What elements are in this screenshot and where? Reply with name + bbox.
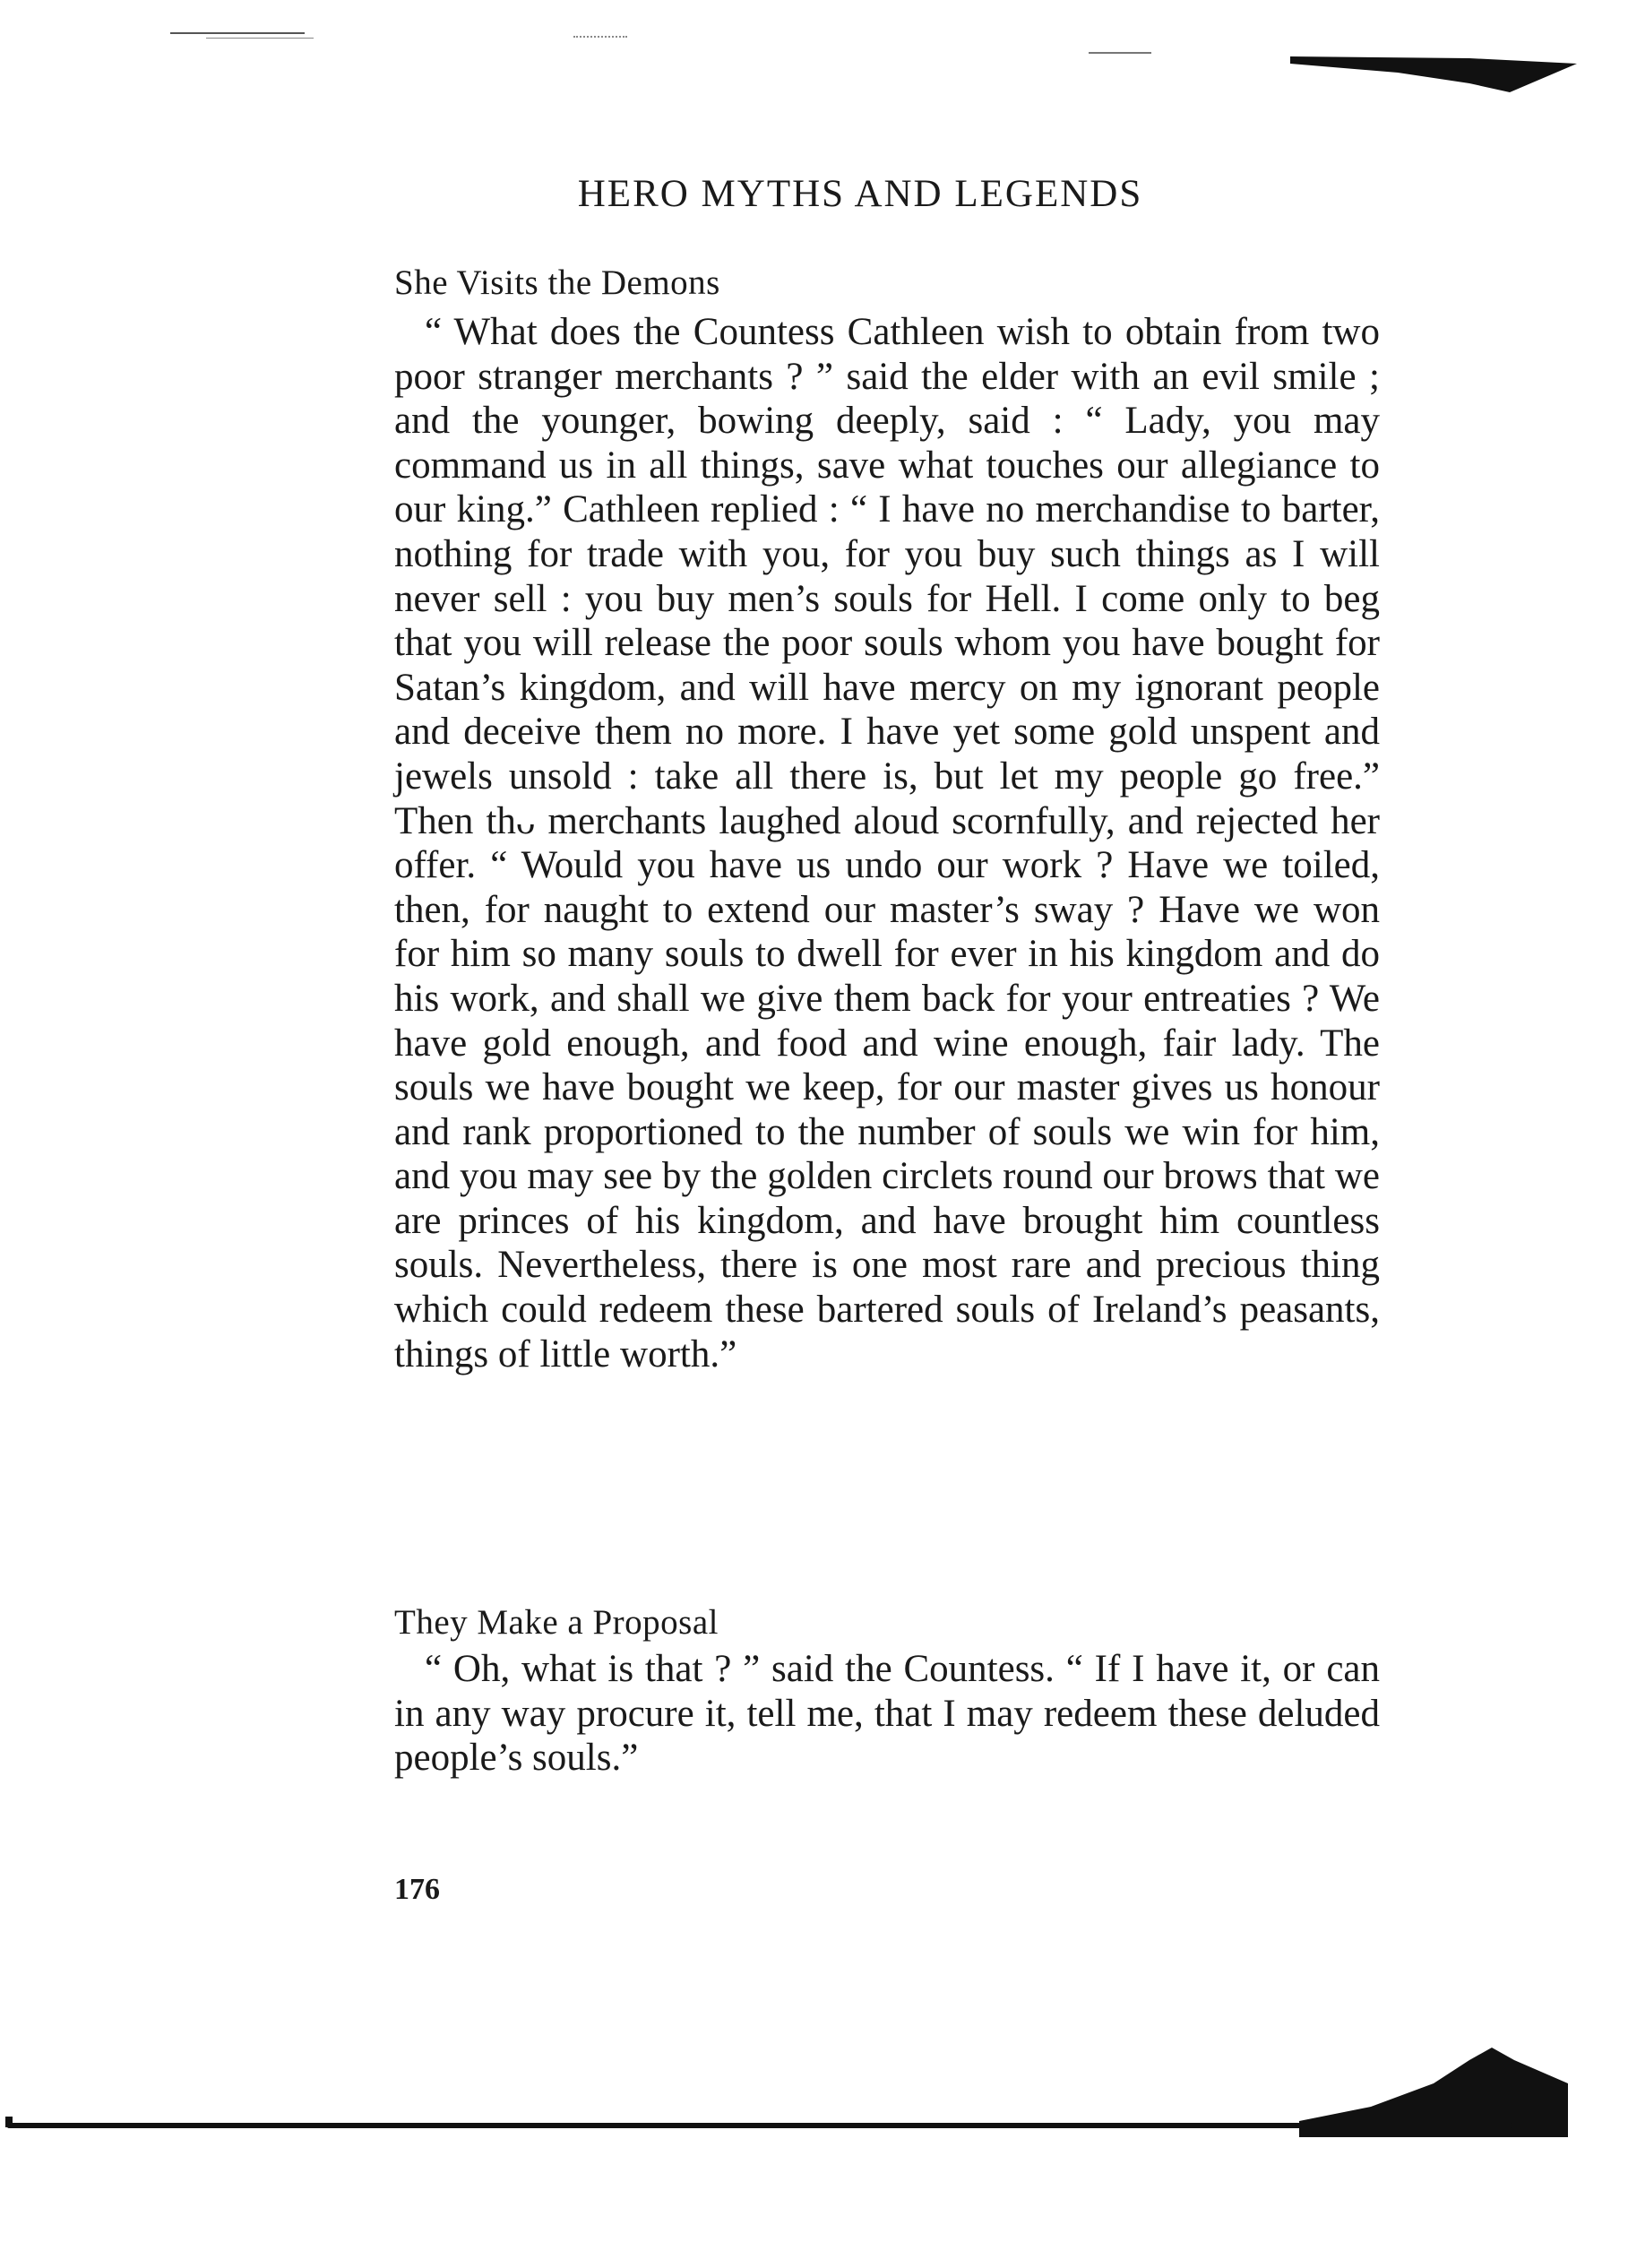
scan-artifact-line [206,38,314,39]
scan-artifact-dots [573,36,627,39]
scan-artifact-line [1089,52,1151,54]
scan-artifact-line [7,2123,1512,2128]
body-paragraph: “ What does the Countess Cathleen wish to obtain from two poor stranger merchants ? ” said the elder with an evil smile ; and the younger, bowing deeply, said : “ Lady, you may command us in all things, save what touches our allegiance to our king.” Cathleen replied : “ I have no merchandise to barter, nothing for trade with you, for you buy such things as I will never sell : you buy men’s souls for Hell. I come only to beg that you will release the poor souls whom you have bought for Satan’s kingdom, and will have mercy on my ignorant people and deceive them no more. I have yet some gold unspent and jewels unsold : take all there is, but let my people go free.” Then thᴗ merchants laughed aloud scornfully, and rejected her offer. “ Would you have us undo our work ? Have we toiled, then, for naught to extend our master’s sway ? Have we won for him so many souls to dwell for ever in his kingdom and do his work, and shall we give them back for your entreaties ? We have gold enough, and food and wine enough, fair lady. The souls we have bought we keep, for our master gives us honour and rank proportioned to the number of souls we win for him, and you may see by the golden circlets round our brows that we are princes of his kingdom, and have brought him countless souls. Nevertheless, there is one most rare and precious thing which could redeem these bartered souls of Ireland’s peasants, things of little worth.” [394,311,1380,1375]
page-edge-shadow-bottom [1299,2021,1568,2137]
body-paragraph: “ Oh, what is that ? ” said the Countess. “ If I have it, or can in any way procure it, tell me, that I may redeem these deluded people’s souls.” [394,1648,1380,1780]
running-head: HERO MYTHS AND LEGENDS [577,173,1143,215]
page-number: 176 [394,1873,440,1906]
page-edge-shadow-top [1290,49,1577,99]
section-heading: She Visits the Demons [394,263,720,302]
scan-artifact-line [170,32,305,34]
section-heading: They Make a Proposal [394,1603,719,1642]
